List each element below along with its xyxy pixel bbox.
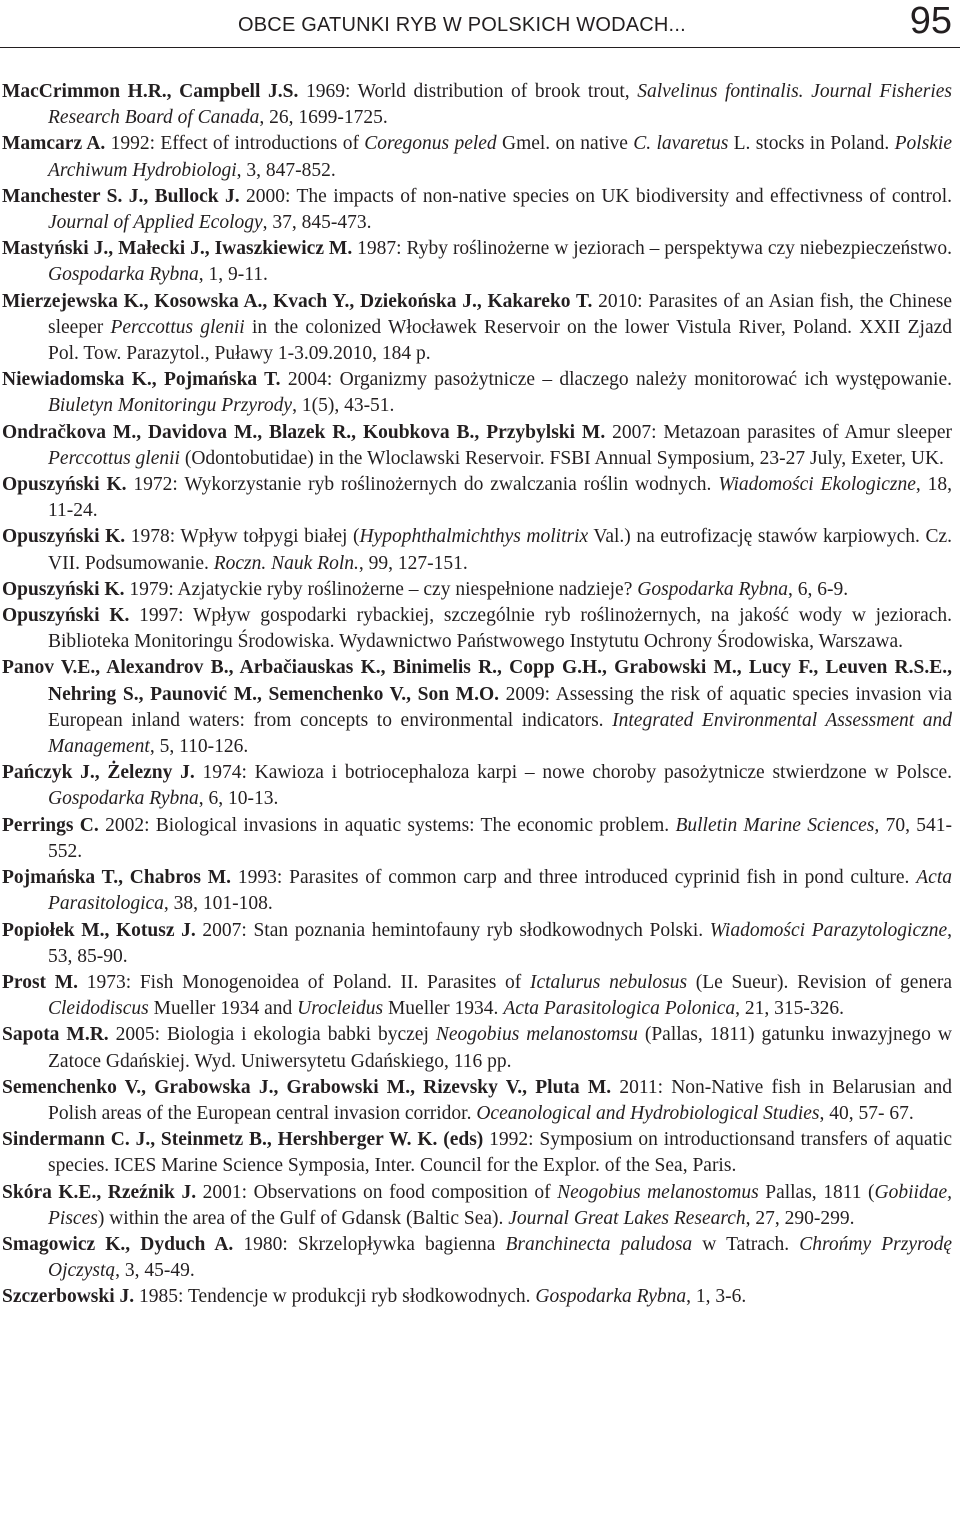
reference-text: 1985: Tendencje w produkcji ryb słodkowodnych.	[134, 1286, 536, 1308]
header-rule	[0, 47, 960, 48]
reference-authors: Pańczyk J., Żelezny J.	[2, 762, 195, 784]
reference-entry	[2, 760, 952, 812]
reference-italic: Gospodarka Rybna	[48, 788, 199, 810]
reference-text: , 6, 6-9.	[788, 578, 849, 600]
reference-text: 1993: Parasites of common carp and three introduced cyprinid fish in pond culture.	[231, 867, 917, 889]
reference-authors: Szczerbowski J.	[2, 1286, 135, 1308]
reference-entry	[2, 577, 952, 603]
reference-text: ) within the area of the Gulf of Gdansk (Baltic Sea).	[97, 1207, 509, 1229]
reference-authors: Manchester S. J., Bullock J.	[2, 185, 240, 207]
reference-text: , 53, 85-90.	[48, 919, 952, 967]
reference-entry	[2, 655, 952, 760]
reference-italic: Journal of Applied Ecology	[48, 212, 263, 234]
reference-text: , 21, 315-326.	[735, 998, 844, 1020]
reference-italic: Branchinecta paludosa	[505, 1233, 693, 1255]
reference-authors: Sapota M.R.	[2, 1024, 109, 1046]
reference-entry	[2, 1284, 952, 1310]
reference-entry	[2, 1075, 952, 1127]
reference-text: , 37, 845-473.	[262, 212, 372, 234]
reference-text: Mueller 1934.	[383, 998, 504, 1020]
reference-authors: Opuszyński K.	[2, 578, 125, 600]
reference-italic: C. lavaretus	[633, 133, 729, 155]
reference-authors: Mamcarz A.	[2, 133, 106, 155]
reference-entry	[2, 420, 952, 472]
reference-authors: Pojmańska T., Chabros M.	[2, 867, 232, 889]
reference-text: , 3, 847-852.	[236, 159, 336, 181]
reference-text: 2010: Parasites of an Asian fish, the Chinese sleeper	[48, 290, 952, 338]
reference-italic: Urocleidus	[297, 998, 384, 1020]
reference-authors: Semenchenko V., Grabowska J., Grabowski M., Rizevsky V., Pluta M.	[2, 1076, 612, 1098]
reference-text: 1987: Ryby roślinożerne w jeziorach – perspektywa czy niebezpieczeństwo.	[352, 238, 952, 260]
reference-italic: Integrated Environmental Assessment and Management	[48, 709, 952, 758]
reference-text: Gmel. on native	[496, 133, 634, 155]
reference-text: , 1, 3-6.	[686, 1286, 747, 1308]
reference-italic: Bulletin Marine Sciences,	[675, 814, 880, 836]
reference-text: Val.) na eutrofizację stawów karpiowych. Cz. VII. Podsumowanie.	[48, 526, 953, 574]
reference-text: , 38, 101-108.	[163, 893, 273, 915]
reference-authors: Opuszyński K.	[2, 605, 130, 627]
reference-authors: Panov V.E., Alexandrov B., Arbačiauskas K., Binimelis R., Copp G.H., Grabowski M., Lucy F., Leuven R.S.E., Nehring S., Paunović M., Semenchenko V., Son M.O.	[2, 657, 952, 705]
reference-authors: Prost M.	[2, 971, 79, 993]
reference-entry	[2, 236, 952, 288]
reference-text: 1978: Wpływ tołpygi białej (	[125, 526, 360, 548]
reference-authors: Perrings C.	[2, 814, 99, 836]
reference-entry	[2, 1127, 952, 1179]
page-number: 95	[909, 0, 952, 42]
reference-entry	[2, 1232, 952, 1284]
reference-text: 1997: Wpływ gospodarki rybackiej, szczególnie ryb roślinożernych, na jakość wody w jeziorach. Biblioteka Monitoringu Środowiska. Wydawnictwo Państwowego Instytutu Ochrony Środowiska, Warszawa.	[48, 605, 953, 653]
reference-entry	[2, 865, 952, 917]
reference-entry	[2, 524, 952, 576]
reference-text: 1973: Fish Monogenoidea of Poland. II. Parasites of	[78, 971, 530, 993]
reference-authors: MacCrimmon H.R., Campbell J.S.	[2, 81, 299, 102]
reference-italic: Perccottus glenii	[110, 316, 245, 338]
reference-italic: Hypophthalmichthys molitrix	[359, 526, 589, 548]
reference-text: , 3, 45-49.	[115, 1260, 195, 1282]
reference-italic: Chrońmy Przyrodę Ojczystą	[48, 1233, 953, 1282]
reference-authors: Niewiadomska K., Pojmańska T.	[2, 369, 281, 391]
reference-italic: Biuletyn Monitoringu Przyrody	[48, 395, 293, 417]
reference-italic: Wiadomości Parazytologiczne	[709, 919, 948, 941]
reference-italic: Wiadomości Ekologiczne	[718, 474, 916, 496]
reference-text: 1992: Symposium on introductionsand transfers of aquatic species. ICES Marine Science Symposia, Inter. Council for the Explor. of the Sea, Paris.	[48, 1129, 952, 1177]
reference-text: 2004: Organizmy pasożytnicze – dlaczego należy monitorować ich występowanie.	[280, 369, 952, 391]
reference-text: 1979: Azjatyckie ryby roślinożerne – czy niespełnione nadzieje?	[124, 578, 638, 600]
reference-text: 2002: Biological invasions in aquatic systems: The economic problem.	[98, 814, 676, 836]
reference-entry	[2, 1022, 952, 1074]
reference-text: , 1(5), 43-51.	[292, 395, 395, 417]
reference-text: , 27, 290-299.	[745, 1207, 855, 1229]
reference-italic: Acta Parasitologica	[48, 867, 952, 915]
reference-text: 1974: Kawioza i botriocephaloza karpi – nowe choroby pasożytnicze stwierdzone w Polsce.	[194, 762, 953, 784]
reference-text: 2011: Non-Native fish in Belarusian and Polish areas of the European central invasion corridor.	[48, 1076, 953, 1124]
reference-entry	[2, 813, 952, 865]
reference-entry	[2, 918, 952, 970]
reference-italic: Neogobius melanostomsu	[435, 1024, 638, 1046]
reference-text: Mueller 1934 and	[148, 998, 298, 1020]
reference-italic: Journal Great Lakes Research	[508, 1207, 746, 1229]
reference-entry	[2, 184, 952, 236]
reference-text: , 26, 1699-1725.	[259, 107, 388, 129]
reference-entry	[2, 367, 952, 419]
reference-text: Pallas, 1811 (	[758, 1181, 875, 1203]
reference-authors: Sindermann C. J., Steinmetz B., Hershberger W. K. (eds)	[2, 1129, 484, 1151]
reference-text: 1972: Wykorzystanie ryb roślinożernych do zwalczania roślin wodnych.	[126, 474, 719, 496]
reference-italic: Salvelinus fontinalis. Journal Fisheries Research Board of Canada	[48, 81, 952, 129]
reference-authors: Smagowicz K., Dyduch A.	[2, 1233, 234, 1255]
reference-text: , 40, 57- 67.	[819, 1102, 914, 1124]
reference-italic: Gospodarka Rybna	[637, 578, 789, 600]
reference-entry	[2, 1180, 952, 1232]
reference-text: 2005: Biologia i ekologia babki byczej	[108, 1024, 436, 1046]
reference-entry	[2, 472, 952, 524]
reference-text: 1992: Effect of introductions of	[105, 133, 365, 155]
reference-authors: Opuszyński K.	[2, 474, 127, 496]
reference-text: 2007: Metazoan parasites of Amur sleeper	[605, 421, 952, 443]
reference-entry	[2, 79, 952, 131]
reference-text: 2000: The impacts of non-native species on UK biodiversity and effectivness of control.	[239, 185, 952, 207]
reference-italic: Roczn. Nauk Roln.	[213, 552, 359, 574]
reference-authors: Mierzejewska K., Kosowska A., Kvach Y., Dziekońska J., Kakareko T.	[2, 290, 593, 312]
reference-italic: Ictalurus nebulosus	[529, 971, 688, 993]
reference-text: , 5, 110-126.	[149, 736, 249, 758]
reference-text: (Pallas, 1811) gatunku inwazyjnego w Zatoce Gdańskiej. Wyd. Uniwersytetu Gdańskiego, 116 pp.	[48, 1024, 952, 1072]
reference-entry	[2, 289, 952, 368]
reference-text: 1980: Skrzelopływka bagienna	[233, 1233, 506, 1255]
reference-italic: Gobiidae, Pisces	[48, 1181, 952, 1229]
reference-authors: Popiołek M., Kotusz J.	[2, 919, 196, 941]
reference-text: 70, 541-552.	[48, 814, 952, 862]
reference-italic: Gospodarka Rybna	[535, 1286, 687, 1308]
reference-text: 2007: Stan poznania hemintofauny ryb słodkowodnych Polski.	[195, 919, 710, 941]
reference-italic: Oceanological and Hydrobiological Studies	[476, 1102, 820, 1124]
reference-entry	[2, 131, 952, 183]
reference-italic: Polskie Archiwum Hydrobiologi	[48, 133, 953, 181]
reference-text: , 1, 9-11.	[198, 264, 268, 286]
reference-italic: Cleidodiscus	[48, 998, 149, 1020]
reference-authors: Ondračkova M., Davidova M., Blazek R., Koubkova B., Przybylski M.	[2, 421, 606, 443]
running-title: OBCE GATUNKI RYB W POLSKICH WODACH...	[238, 14, 686, 36]
reference-text: , 6, 10-13.	[198, 788, 279, 810]
reference-text: in the colonized Włocławek Reservoir on the lower Vistula River, Poland. XXII Zjazd Pol. Tow. Parazytol., Puławy 1-3.09.2010, 184 p.	[48, 316, 953, 365]
reference-italic: Gospodarka Rybna	[48, 264, 199, 286]
reference-authors: Opuszyński K.	[2, 526, 126, 548]
reference-authors: Skóra K.E., Rzeźnik J.	[2, 1181, 197, 1203]
reference-list	[2, 79, 952, 1311]
reference-text: 2001: Observations on food composition of	[196, 1181, 558, 1203]
reference-italic: Neogobius melanostomus	[557, 1181, 759, 1203]
reference-text: 2009: Assessing the risk of aquatic species invasion via European inland waters: from concepts to environmental indicators.	[48, 683, 952, 731]
reference-text: (Le Sueur). Revision of genera	[687, 971, 953, 993]
reference-text: L. stocks in Poland.	[728, 133, 895, 155]
reference-italic: Coregonus peled	[364, 133, 497, 155]
reference-text: 1969: World distribution of brook trout,	[298, 81, 638, 102]
reference-text: (Odontobutidae) in the Wloclawski Reservoir. FSBI Annual Symposium, 23-27 July, Exeter, UK.	[179, 447, 944, 469]
reference-authors: Mastyński J., Małecki J., Iwaszkiewicz M.	[2, 238, 353, 260]
reference-text: , 99, 127-151.	[358, 552, 468, 574]
page-header	[0, 0, 960, 48]
reference-entry	[2, 603, 952, 655]
reference-italic: Perccottus glenii	[48, 447, 180, 469]
reference-entry	[2, 970, 952, 1022]
reference-text: w Tatrach.	[692, 1233, 800, 1255]
reference-italic: Acta Parasitologica Polonica	[503, 998, 736, 1020]
reference-text: , 18, 11-24.	[48, 474, 953, 522]
